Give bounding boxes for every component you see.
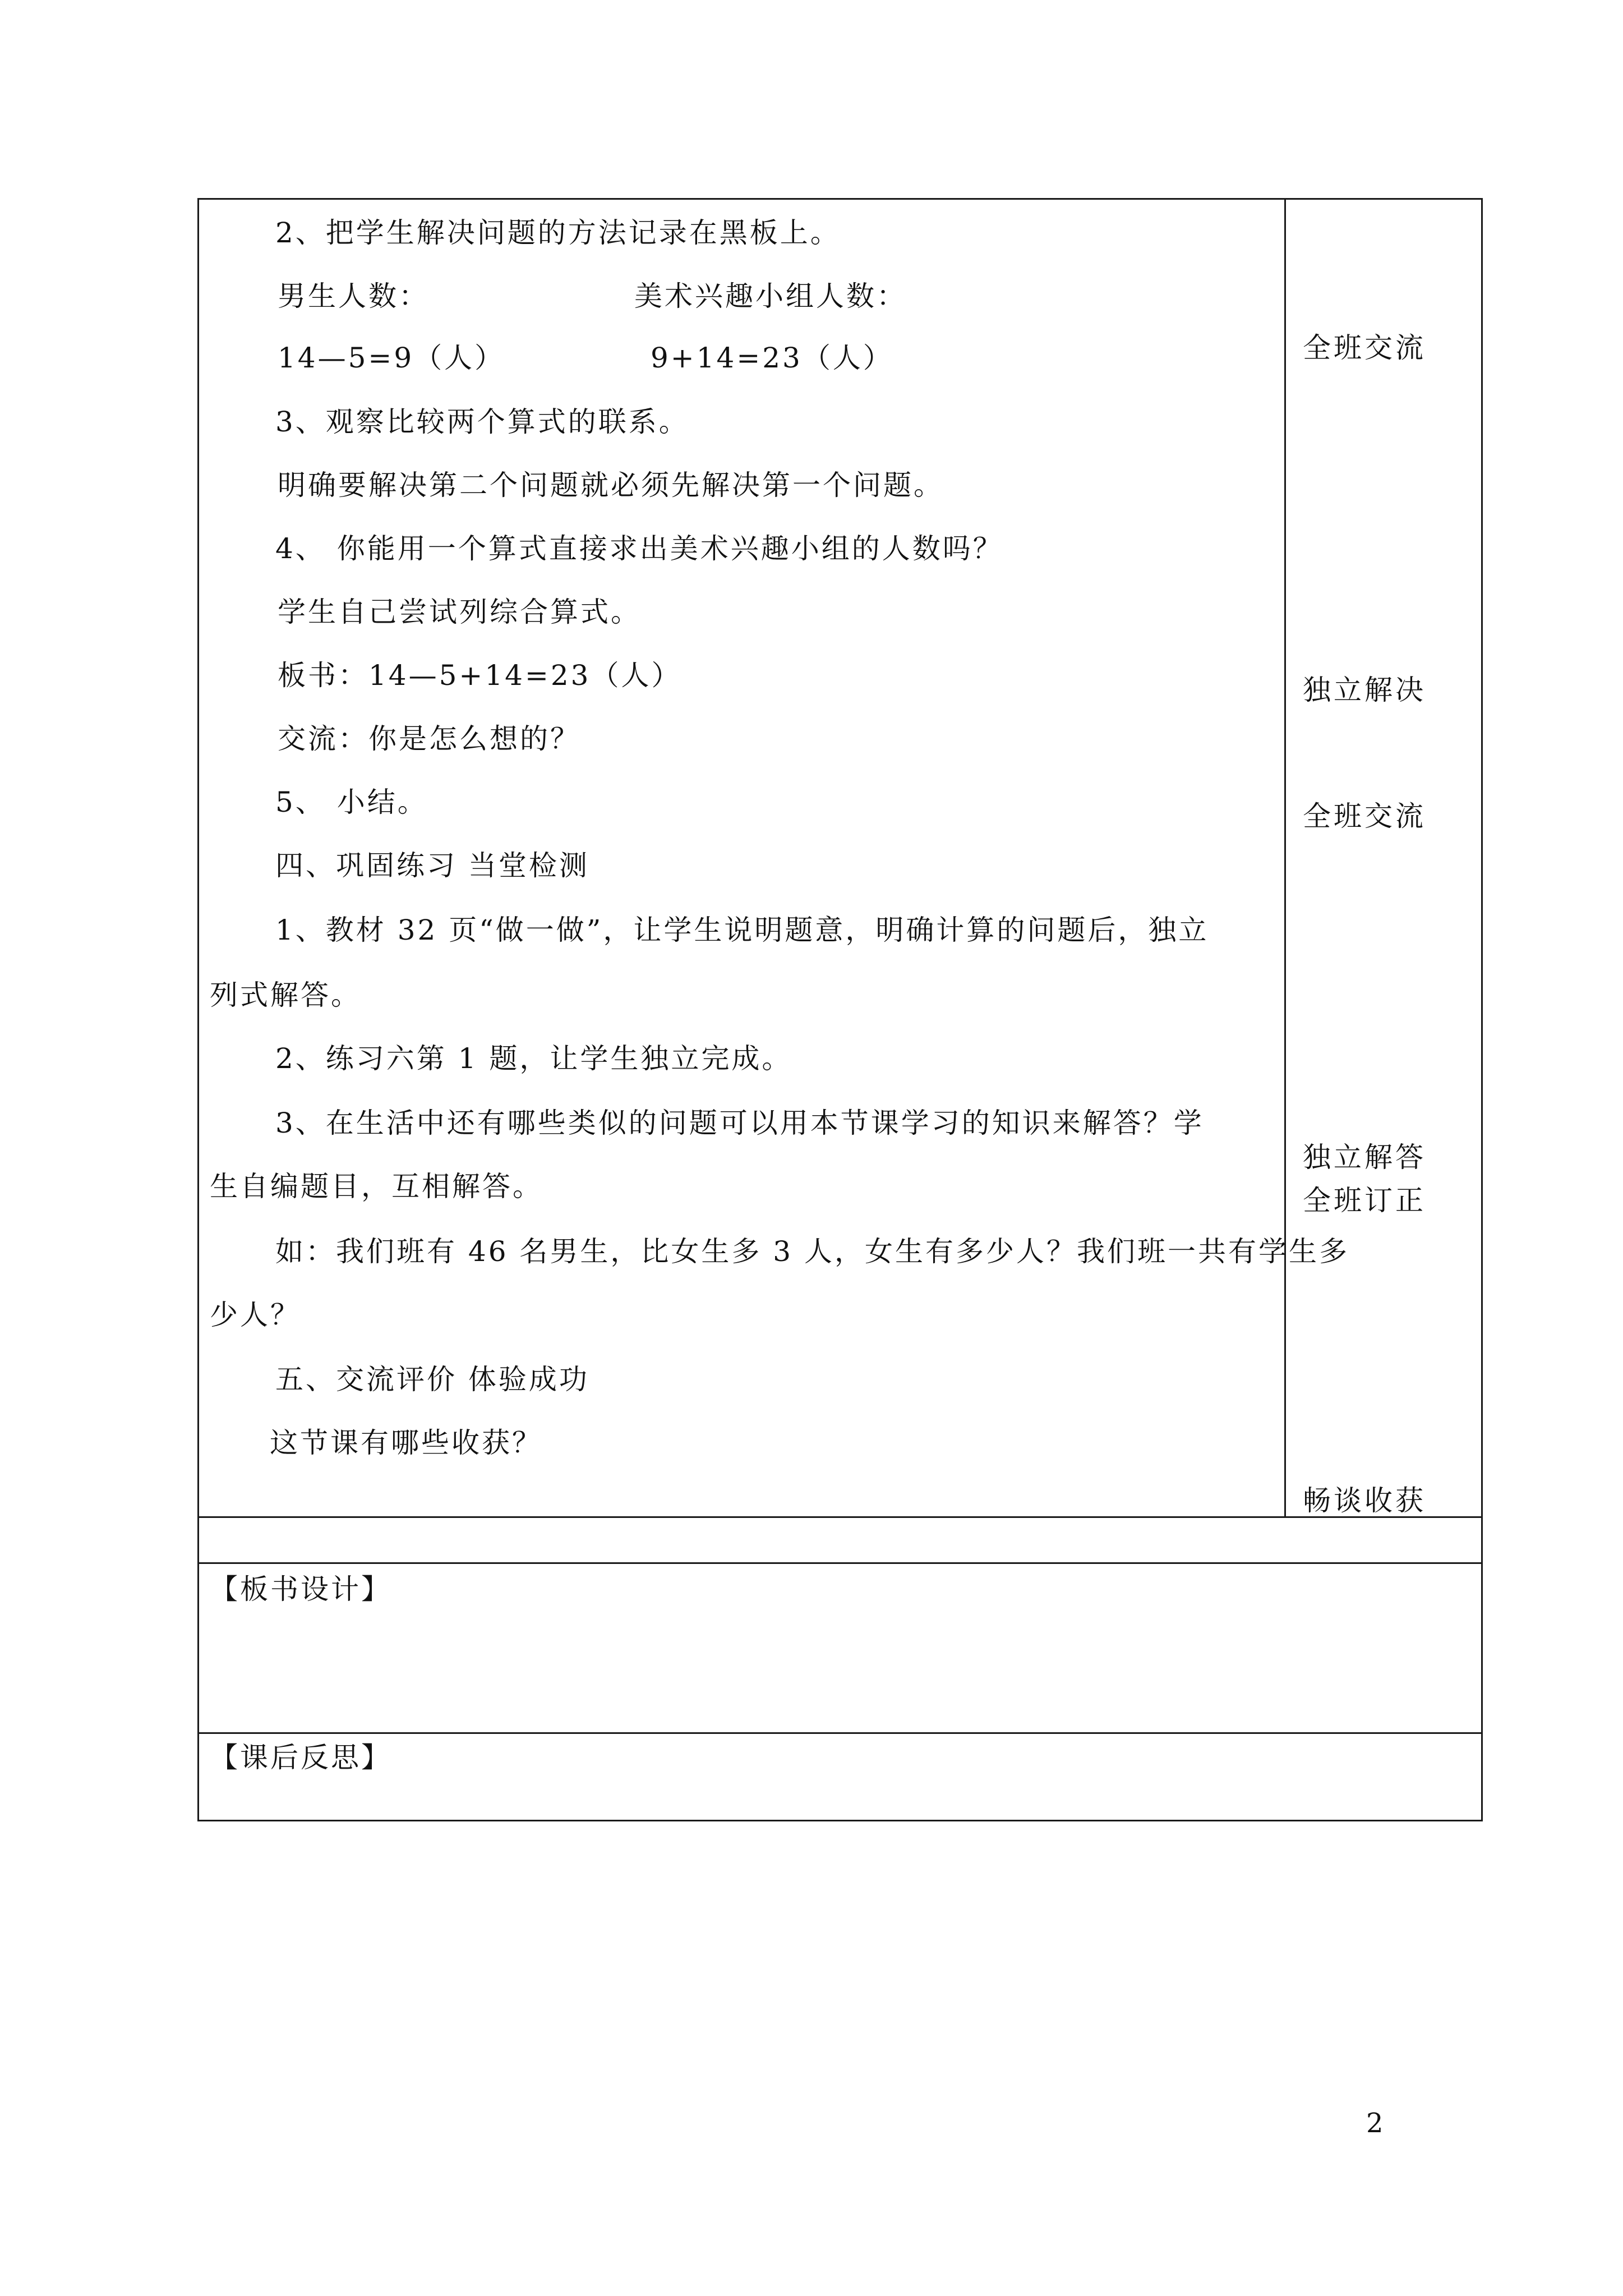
activity-note: 独立解答: [1303, 1141, 1426, 1174]
lesson-line: 1、教材 32 页“做一做”，让学生说明题意，明确计算的问题后，独立: [275, 914, 1209, 946]
lesson-line: 3、观察比较两个算式的联系。: [275, 406, 689, 438]
reflection-label: 【课后反思】: [210, 1741, 391, 1774]
activity-note: 全班交流: [1303, 332, 1426, 364]
lesson-line: 2、把学生解决问题的方法记录在黑板上。: [275, 217, 841, 249]
table-border-right: [1481, 198, 1483, 1821]
lesson-line: 男生人数：: [278, 280, 429, 312]
lesson-line: 如：我们班有 46 名男生，比女生多 3 人，女生有多少人？我们班一共有学生多: [275, 1235, 1350, 1268]
activity-note: 独立解决: [1303, 674, 1426, 706]
lesson-line: 14—5=9（人）: [278, 342, 505, 374]
lesson-line: 交流：你是怎么想的？: [278, 723, 580, 755]
board-design-label: 【板书设计】: [210, 1573, 391, 1605]
lesson-line: 2、练习六第 1 题，让学生独立完成。: [275, 1042, 792, 1075]
lesson-line: 9+14=23（人）: [651, 342, 893, 374]
page-number: 2: [1366, 2108, 1384, 2139]
lesson-line: 板书：14—5+14=23（人）: [278, 659, 682, 692]
column-divider: [1284, 198, 1286, 1517]
lesson-line: 学生自己尝试列综合算式。: [278, 596, 641, 628]
row-divider-1: [197, 1516, 1483, 1518]
activity-note: 畅谈收获: [1303, 1484, 1426, 1517]
lesson-line: 生自编题目，互相解答。: [210, 1170, 543, 1203]
row-divider-3: [197, 1732, 1483, 1734]
table-border-left: [197, 198, 199, 1821]
activity-note: 全班订正: [1303, 1184, 1426, 1217]
section-heading: 五、交流评价 体验成功: [275, 1363, 589, 1396]
section-heading: 四、巩固练习 当堂检测: [275, 849, 589, 882]
lesson-line: 列式解答。: [210, 979, 361, 1011]
lesson-line: 少人？: [210, 1299, 301, 1331]
activity-note: 全班交流: [1303, 800, 1426, 832]
lesson-line: 明确要解决第二个问题就必须先解决第一个问题。: [278, 469, 944, 501]
lesson-line: 这节课有哪些收获？: [270, 1427, 542, 1459]
table-border-top: [197, 198, 1483, 200]
row-divider-2: [197, 1562, 1483, 1564]
lesson-line: 3、在生活中还有哪些类似的问题可以用本节课学习的知识来解答？学: [275, 1107, 1204, 1139]
lesson-line: 4、 你能用一个算式直接求出美术兴趣小组的人数吗？: [275, 532, 1003, 565]
table-border-bottom: [197, 1820, 1483, 1821]
lesson-line: 5、 小结。: [275, 786, 428, 818]
lesson-line: 美术兴趣小组人数：: [634, 280, 907, 312]
